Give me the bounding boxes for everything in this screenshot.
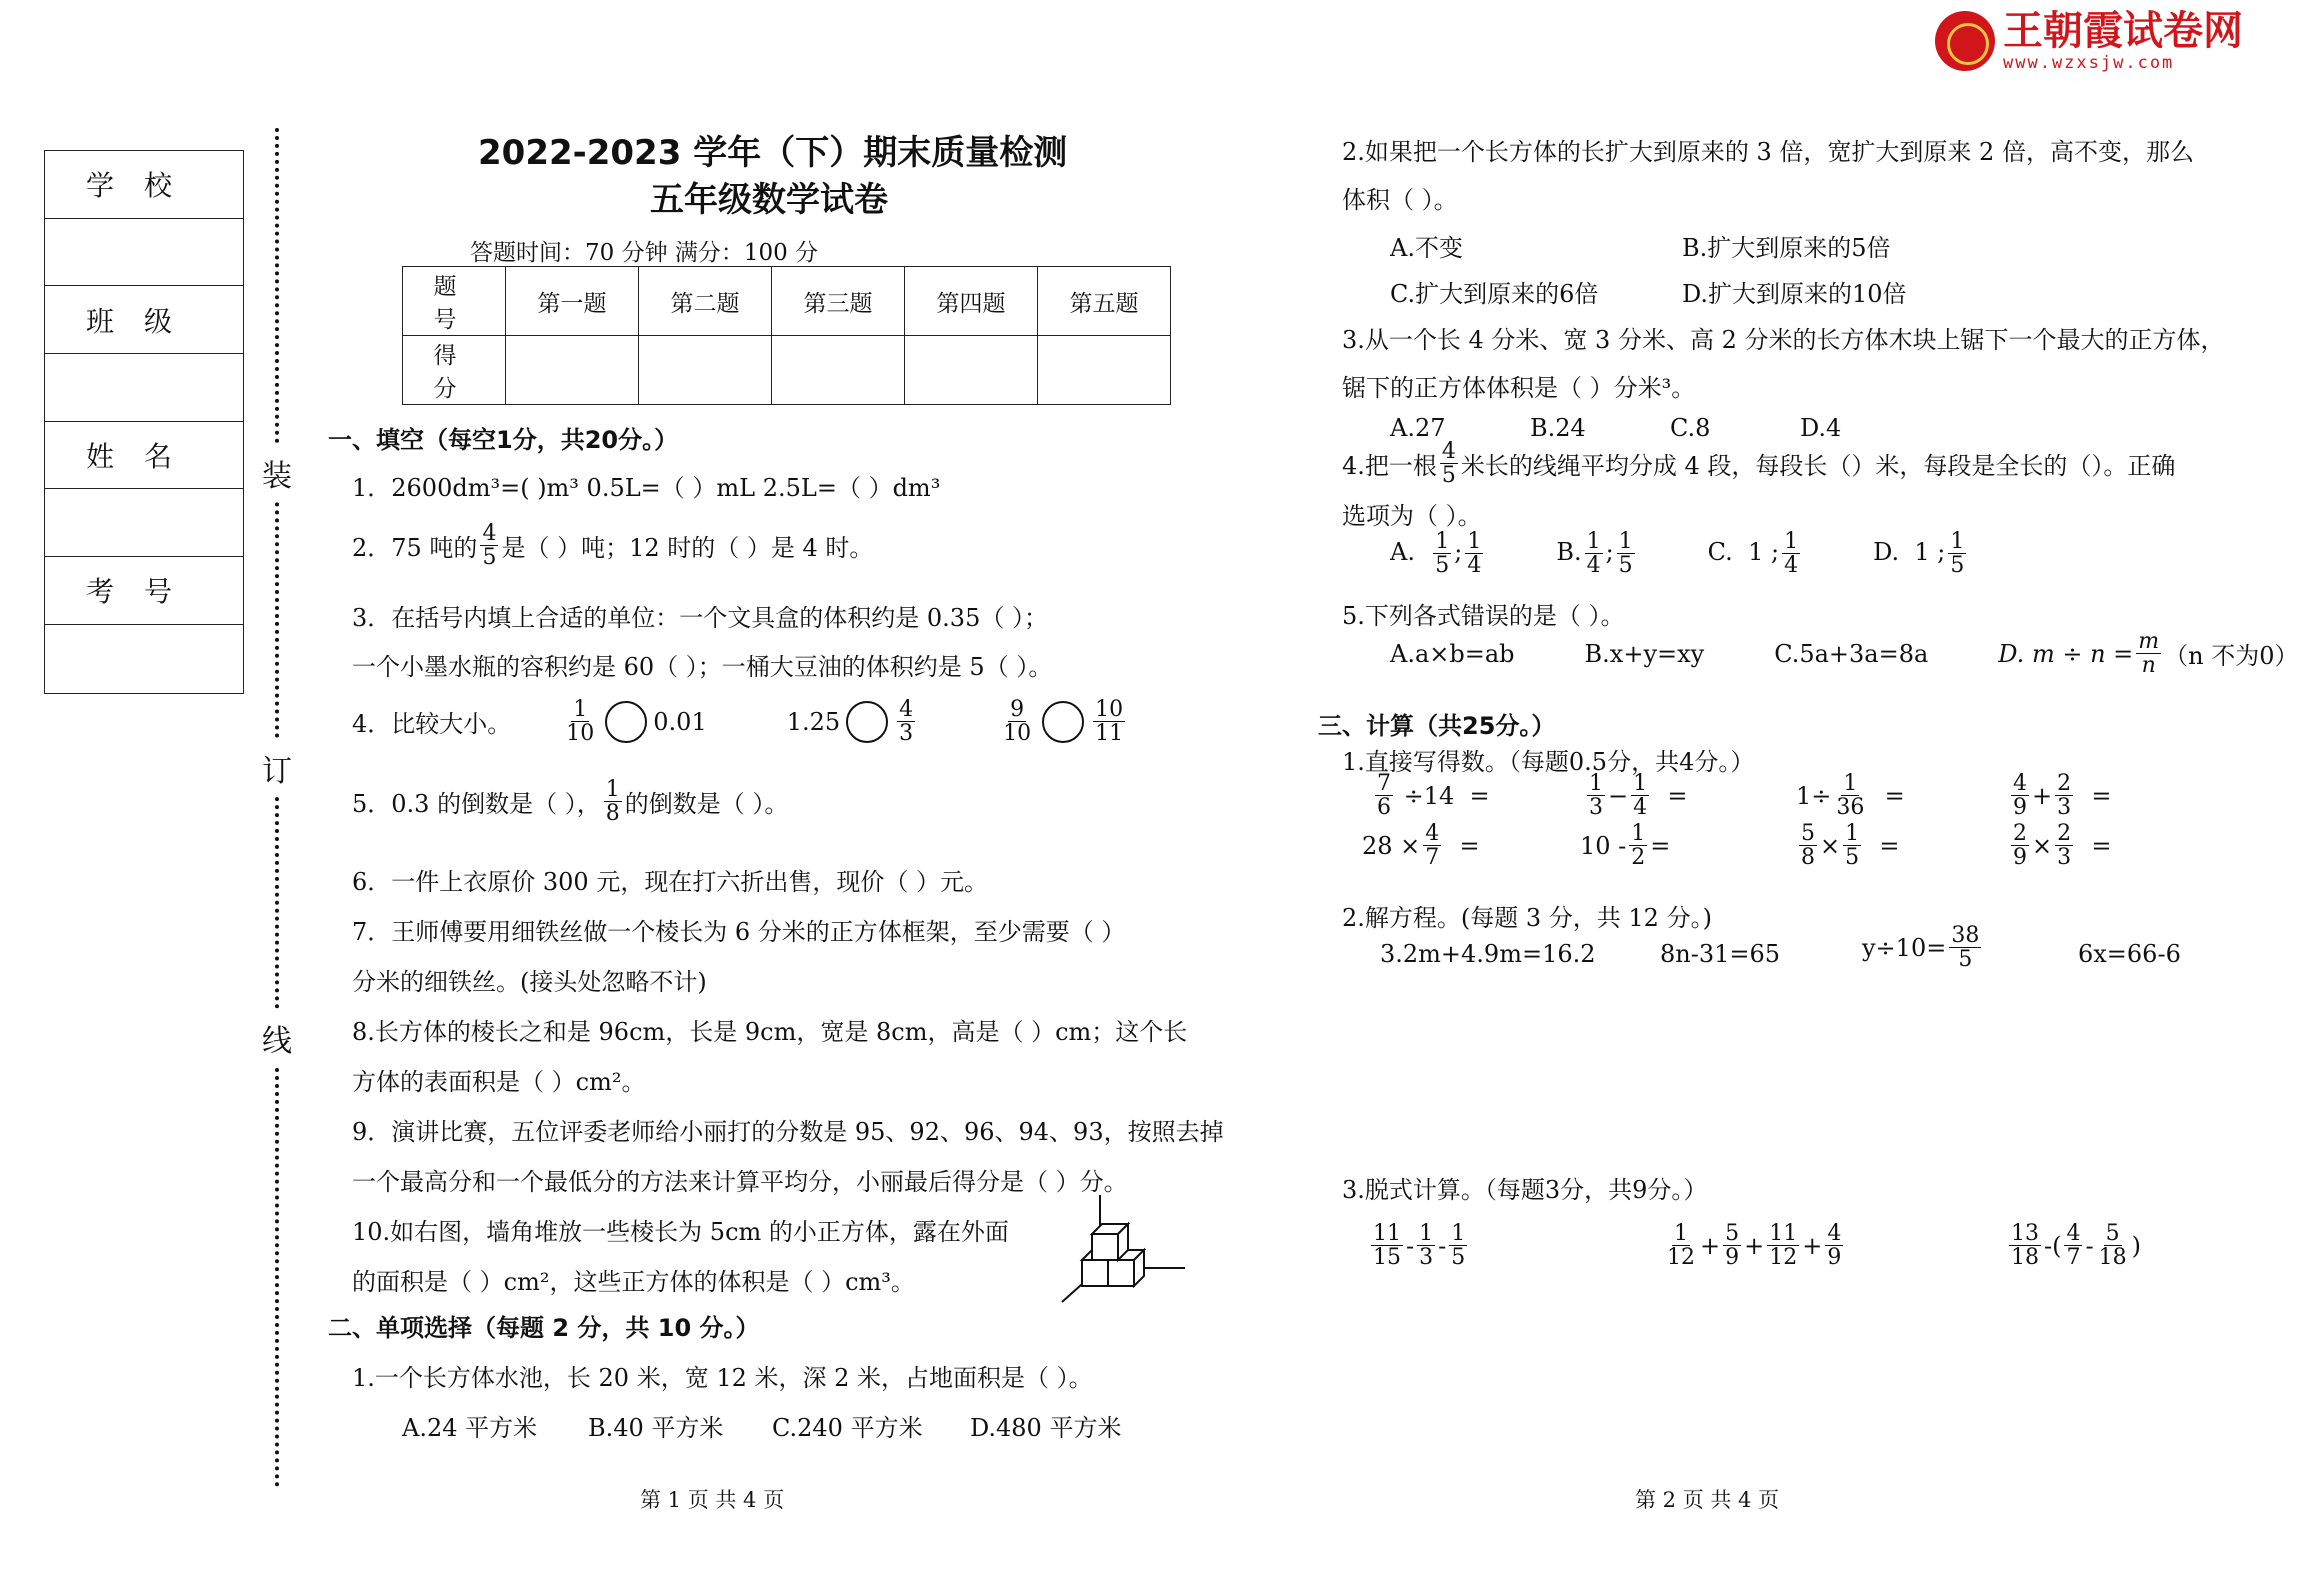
s2-q5-opt-c[interactable]: C.5a+3a=8a [1774, 639, 1929, 668]
s1-q5-text-b: 的倒数是（ ）。 [624, 790, 789, 819]
fraction: $\frac{10}{11}$ [1095, 697, 1124, 747]
s1-q2 [352, 522, 873, 569]
score-cell[interactable] [639, 336, 772, 405]
s1-q8a: 8.长方体的棱长之和是 96cm，长是 9cm，宽是 8cm，高是（ ）cm；这个长 [352, 1018, 1188, 1046]
s1-q7b: 分米的细铁丝。(接头处忽略不计) [352, 968, 707, 996]
s2-q2b: 体积（ ）。 [1342, 186, 1458, 214]
s2-q1-opt-c[interactable]: C.240 平方米 [772, 1414, 923, 1442]
s2-q4-text-a: 4.把一根 [1342, 452, 1437, 481]
calc-item: $\frac{5}{8}$ × $\frac{1}{5}$ = [1801, 821, 1900, 871]
equation-3 [1862, 924, 1984, 971]
label-school: 学校 [45, 151, 243, 219]
s1-q1: 1．2600dm³=( )m³ 0.5L=（ ）mL 2.5L=（ ）dm³ [352, 474, 941, 502]
s2-q1-opt-d[interactable]: D.480 平方米 [970, 1414, 1122, 1442]
s1-q10a: 10.如右图，墙角堆放一些棱长为 5cm 的小正方体，露在外面 [352, 1218, 1009, 1246]
s1-q9a: 9．演讲比赛，五位评委老师给小丽打的分数是 95、92、96、94、93，按照去掉 [352, 1118, 1224, 1146]
s2-q5-opt-d[interactable]: D. m ÷ n = [1998, 639, 2134, 668]
page-footer-1: 第 1 页 共 4 页 [640, 1488, 785, 1512]
s2-q5: 5.下列各式错误的是（ ）。 [1342, 602, 1625, 630]
page-footer-2: 第 2 页 共 4 页 [1635, 1488, 1780, 1512]
s2-q1-opt-b[interactable]: B.40 平方米 [588, 1414, 724, 1442]
s2-q2-opt-d[interactable]: D.扩大到原来的10倍 [1682, 280, 1907, 308]
fraction: $\frac{4}{5}$ [1441, 439, 1456, 489]
s1-q3a: 3．在括号内填上合适的单位：一个文具盒的体积约是 0.35（ ）； [352, 604, 1048, 632]
score-table-row-label: 得 分 [403, 336, 506, 405]
compare-circle[interactable] [1042, 701, 1084, 743]
calc-item: $\frac{4}{9}$ + $\frac{2}{3}$ = [2013, 771, 2112, 821]
s1-q10b: 的面积是（ ）cm²，这些正方体的体积是（ ）cm³。 [352, 1268, 915, 1296]
s1-q9b: 一个最高分和一个最低分的方法来计算平均分，小丽最后得分是（ ）分。 [352, 1168, 1128, 1196]
label-name: 姓名 [45, 422, 243, 490]
calc-item: 10 - $\frac{1}{2}$ = [1580, 821, 1671, 871]
s1-q5 [352, 778, 788, 825]
fraction: $\frac{1}{10}$ [566, 697, 595, 747]
s1-q8b: 方体的表面积是（ ）cm²。 [352, 1068, 646, 1096]
s2-q4-options [1390, 530, 1969, 577]
binding-dotted-line [275, 128, 279, 1488]
s3-part1-title: 1.直接写得数。（每题0.5分，共4分。） [1342, 748, 1755, 776]
s2-q3a: 3.从一个长 4 分米、宽 3 分米、高 2 分米的长方体木块上锯下一个最大的正方体， [1342, 326, 2225, 354]
calc-item: $\frac{7}{6}$ ÷14 = [1377, 771, 1490, 821]
fraction: $\frac{m}{n}$ [2138, 629, 2160, 679]
corner-cubes-figure [1060, 1190, 1190, 1310]
calc-item: $\frac{1}{3}$ − $\frac{1}{4}$ = [1589, 771, 1688, 821]
s2-q4-opt-d[interactable]: D. 1 ; $\frac{1}{5}$ [1873, 529, 1965, 579]
binding-char-ding: 订 [262, 740, 292, 796]
score-cell[interactable] [506, 336, 639, 405]
field-school[interactable] [45, 219, 243, 287]
s2-q5-opt-b[interactable]: B.x+y=xy [1584, 639, 1705, 668]
equation: y÷10= [1862, 933, 1947, 962]
s2-q1: 1.一个长方体水池，长 20 米，宽 12 米，深 2 米，占地面积是（ ）。 [352, 1364, 1093, 1392]
field-exam-number[interactable] [45, 625, 243, 692]
score-cell[interactable] [772, 336, 905, 405]
s2-q2-opt-a[interactable]: A.不变 [1390, 234, 1463, 262]
stepwise-calc: $\frac{13}{18}$ -( $\frac{4}{7}$ - $\frac{5}{18}$ ) [2011, 1221, 2141, 1271]
binding-char-xian: 线 [262, 1010, 292, 1066]
s2-q4-opt-c[interactable]: C. 1 ; $\frac{1}{4}$ [1707, 529, 1799, 579]
score-table-row-label: 题 号 [403, 267, 506, 336]
logo-url: www.wzxsjw.com [2003, 53, 2175, 73]
compare-circle[interactable] [846, 701, 888, 743]
s2-q2-opt-b[interactable]: B.扩大到原来的5倍 [1682, 234, 1891, 262]
s1-q5-text-a: 5．0.3 的倒数是（ ）， [352, 790, 601, 819]
compare-circle[interactable] [605, 701, 647, 743]
calc-item: $\frac{2}{9}$ × $\frac{2}{3}$ = [2013, 821, 2112, 871]
stepwise-calc: $\frac{1}{12}$ + $\frac{5}{9}$ + $\frac{11}{12}$ + $\frac{4}{9}$ [1667, 1221, 1842, 1271]
s1-q4-text: 4．比较大小。 [352, 710, 512, 739]
logo-seal-icon [1935, 11, 1995, 71]
field-class[interactable] [45, 354, 243, 422]
s1-q4-value: 0.01 [653, 707, 707, 736]
stepwise-calc: $\frac{11}{15}$ - $\frac{1}{3}$ - $\frac{1}{5}$ [1373, 1221, 1466, 1271]
s1-q7a: 7．王师傅要用细铁丝做一个棱长为 6 分米的正方体框架，至少需要（ ） [352, 918, 1126, 946]
equation: 3.2m+4.9m=16.2 [1380, 940, 1596, 968]
fraction: $\frac{4}{5}$ [482, 521, 497, 571]
field-name[interactable] [45, 489, 243, 557]
equation: 6x=66-6 [2078, 940, 2181, 968]
score-table [402, 266, 1171, 405]
calc-item: 1÷ $\frac{1}{36}$ = [1796, 771, 1905, 821]
score-cell[interactable] [905, 336, 1038, 405]
s2-q3b: 锯下的正方体体积是（ ）分米³。 [1342, 374, 1696, 402]
score-col-3: 第三题 [772, 267, 905, 336]
s2-q4-text-b: 米长的线绳平均分成 4 段，每段长（）米，每段是全长的（）。正确 [1460, 452, 2176, 481]
s3-part3-title: 3.脱式计算。（每题3分，共9分。） [1342, 1176, 1708, 1204]
exam-title: 2022-2023 学年（下）期末质量检测 [478, 133, 1068, 173]
s2-q4-opt-b[interactable]: B. $\frac{1}{4}$ ; $\frac{1}{5}$ [1556, 529, 1633, 579]
s2-q4 [1342, 440, 2175, 487]
s2-q5-note: （n 不为0） [2164, 642, 2299, 671]
s1-q2-text-b: 是（ ）吨；12 时的（ ）是 4 时。 [501, 534, 874, 563]
calc-item: 28 × $\frac{4}{7}$ = [1362, 821, 1480, 871]
fraction: $\frac{38}{5}$ [1951, 923, 1980, 973]
section1-title: 一、填空（每空1分，共20分。） [328, 426, 679, 454]
s2-q3-opt-a[interactable]: A.27 [1390, 414, 1446, 442]
exam-time-info: 答题时间：70 分钟 满分：100 分 [470, 240, 819, 266]
s2-q3-opt-c[interactable]: C.8 [1670, 414, 1711, 442]
fraction: $\frac{9}{10}$ [1003, 697, 1032, 747]
s2-q1-opt-a[interactable]: A.24 平方米 [402, 1414, 538, 1442]
score-cell[interactable] [1038, 336, 1171, 405]
s1-q3b: 一个小墨水瓶的容积约是 60（ ）；一桶大豆油的体积约是 5（ ）。 [352, 653, 1053, 681]
label-class: 班级 [45, 286, 243, 354]
score-col-1: 第一题 [506, 267, 639, 336]
section3-title: 三、计算（共25分。） [1318, 712, 1556, 740]
s2-q5-opt-a[interactable]: A.a×b=ab [1390, 639, 1515, 668]
label-exam-number: 考号 [45, 557, 243, 625]
score-col-5: 第五题 [1038, 267, 1171, 336]
s2-q4-opt-a[interactable]: A. $\frac{1}{5}$ ; $\frac{1}{4}$ [1390, 529, 1482, 579]
s3-part2-title: 2.解方程。(每题 3 分，共 12 分。) [1342, 904, 1712, 932]
s2-q5-options [1390, 630, 2299, 677]
s2-q3-opt-b[interactable]: B.24 [1530, 414, 1586, 442]
student-info-box [44, 150, 244, 694]
s2-q3-opt-d[interactable]: D.4 [1800, 414, 1842, 442]
equation: 8n-31=65 [1660, 940, 1781, 968]
exam-subtitle: 五年级数学试卷 [650, 180, 888, 220]
fraction: $\frac{1}{8}$ [605, 777, 620, 827]
s1-q4-value: 1.25 [786, 707, 841, 736]
s2-q2a: 2.如果把一个长方体的长扩大到原来的 3 倍，宽扩大到原来 2 倍，高不变，那么 [1342, 138, 2194, 166]
score-col-4: 第四题 [905, 267, 1038, 336]
s2-q4c: 选项为（ ）。 [1342, 502, 1482, 530]
s2-q2-opt-c[interactable]: C.扩大到原来的6倍 [1390, 280, 1599, 308]
section2-title: 二、单项选择（每题 2 分，共 10 分。） [328, 1314, 760, 1342]
binding-char-zhuang: 装 [262, 445, 292, 501]
s1-q6: 6．一件上衣原价 300 元，现在打六折出售，现价（ ）元。 [352, 868, 988, 896]
logo-name: 王朝霞试卷网 [2003, 8, 2243, 54]
score-col-2: 第二题 [639, 267, 772, 336]
s1-q4 [352, 698, 1128, 745]
site-logo [1935, 8, 2243, 74]
fraction: $\frac{4}{3}$ [899, 697, 914, 747]
s1-q2-text-a: 2．75 吨的 [352, 534, 478, 563]
